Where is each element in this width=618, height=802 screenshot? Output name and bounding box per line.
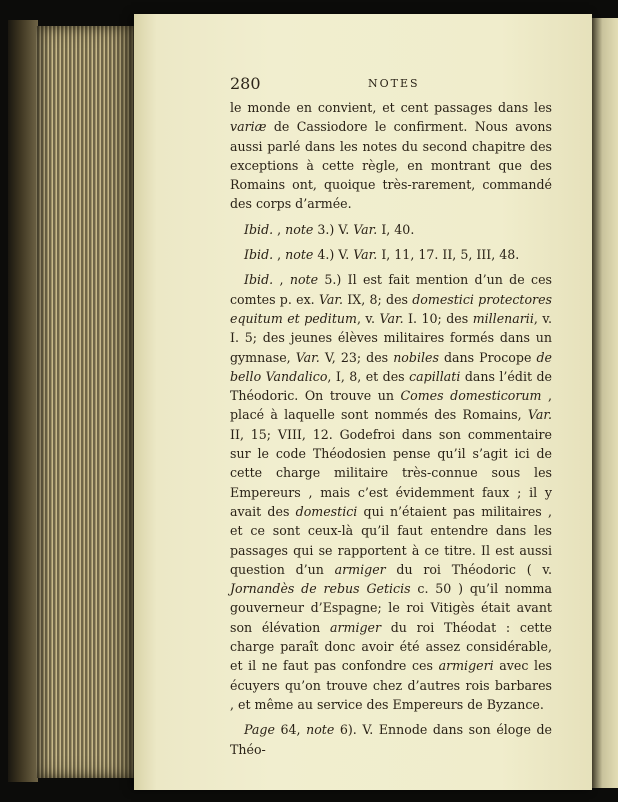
text-run: II, 15; VIII, 12. Godefroi dans son commentaire sur le code Théodosien pense qu’il s’agit ici de cette charge militaire très-connue sous les Empereurs , mais c’est évidemment faux ; il y avait des (230, 426, 552, 519)
page-number: 280 (230, 74, 261, 93)
italic-text: Ibid. (244, 221, 274, 237)
text-run: de Cassiodore le confirment. Nous avons aussi parlé dans les notes du second chapitre des exceptions à cette règle, en montrant que des Romains ont, quoique très-rarement, commandé des corps d’armée. (230, 119, 552, 212)
text-run: V, 23; des (319, 349, 394, 365)
text-run: 5.) Il est fait mention d’un de ces comtes p. ex. (230, 272, 552, 307)
italic-text: Page (244, 722, 275, 738)
italic-text: armigeri (438, 658, 494, 674)
italic-text: note (285, 247, 314, 263)
text-run: 3.) V. (313, 221, 354, 237)
italic-text: Var. (353, 247, 378, 263)
italic-text: note (306, 722, 335, 738)
running-title: NOTES (368, 77, 420, 90)
italic-text: Var. (295, 349, 320, 365)
italic-text: de bello Vandalico (230, 349, 552, 384)
text-run: 4.) V. (313, 247, 354, 263)
italic-text: Comes domesticorum (400, 388, 542, 404)
text-run: avec les écuyers qu’on trouve chez d’autres rois barbares , et même au service des Empereurs de Byzance. (230, 658, 552, 712)
text-run: I. 10; des (403, 310, 473, 326)
text-run: 6). V. Ennode dans son éloge de Théo- (230, 722, 552, 757)
paragraph (230, 98, 552, 214)
italic-text: note (289, 272, 319, 288)
italic-text: armiger (334, 561, 386, 577)
text-run: du roi Théodat : cette charge paraît donc avoir été assez considérable, et il ne faut pas confondre ces (230, 619, 552, 674)
italic-text: Var. (318, 291, 344, 307)
italic-text: Ibid. (244, 272, 274, 288)
text-run: , (273, 221, 286, 237)
text-run: du roi Théodoric ( v. (385, 561, 552, 577)
italic-text: Var. (353, 221, 378, 237)
italic-text: millenarii (472, 310, 534, 326)
text-run: , I, 8, et des (327, 368, 410, 384)
body-text (230, 98, 552, 759)
text-run: dans l’édit de Théodoric. On trouve un (230, 368, 552, 404)
italic-text: variæ (230, 119, 267, 135)
text-run: , placé à laquelle sont nommés des Romains, (230, 388, 552, 423)
text-run: IX, 8; des (343, 291, 413, 307)
note-paragraph (230, 245, 552, 264)
italic-text: armiger (329, 619, 382, 635)
note-paragraph (230, 220, 552, 239)
note-paragraph (230, 270, 552, 714)
text-run: qui n’étaient pas militaires , et ce sont ceux-là qu’il faut entendre dans les passages qui se rapportent à ce titre. Il est aussi question d’un (230, 503, 552, 577)
text-run: dans Procope (438, 349, 537, 365)
italic-text: nobiles (393, 349, 439, 365)
text-run: , v. I. 5; des jeunes élèves militaires formés dans un gymnase, (230, 310, 552, 365)
text-run: , (273, 272, 290, 288)
italic-text: Jornandès de rebus Geticis (230, 581, 411, 597)
text-run: , (273, 247, 286, 263)
book-cover-edge (8, 20, 38, 782)
italic-text: Ibid. (244, 247, 274, 263)
text-run: c. 50 ) qu’il nomma gouverneur d’Espagne; le roi Vitigès était avant son élévation (230, 581, 553, 635)
text-run: , v. (356, 310, 380, 326)
facing-page-edge (592, 18, 618, 788)
text-run: I, 11, 17. II, 5, III, 48. (377, 247, 520, 263)
italic-text: capillati (409, 368, 461, 384)
text-run: le monde en convient, et cent passages dans les (230, 100, 552, 115)
italic-text: note (285, 221, 314, 237)
italic-text: domestici (295, 503, 358, 519)
italic-text: domestici protectores equitum et peditum (230, 291, 552, 326)
page-stack-edges (36, 26, 136, 778)
italic-text: Var. (379, 310, 404, 326)
running-head (230, 74, 560, 96)
italic-text: Var. (527, 407, 552, 423)
note-paragraph (230, 720, 552, 759)
text-run: 64, (274, 722, 307, 738)
text-run: I, 40. (377, 221, 415, 237)
